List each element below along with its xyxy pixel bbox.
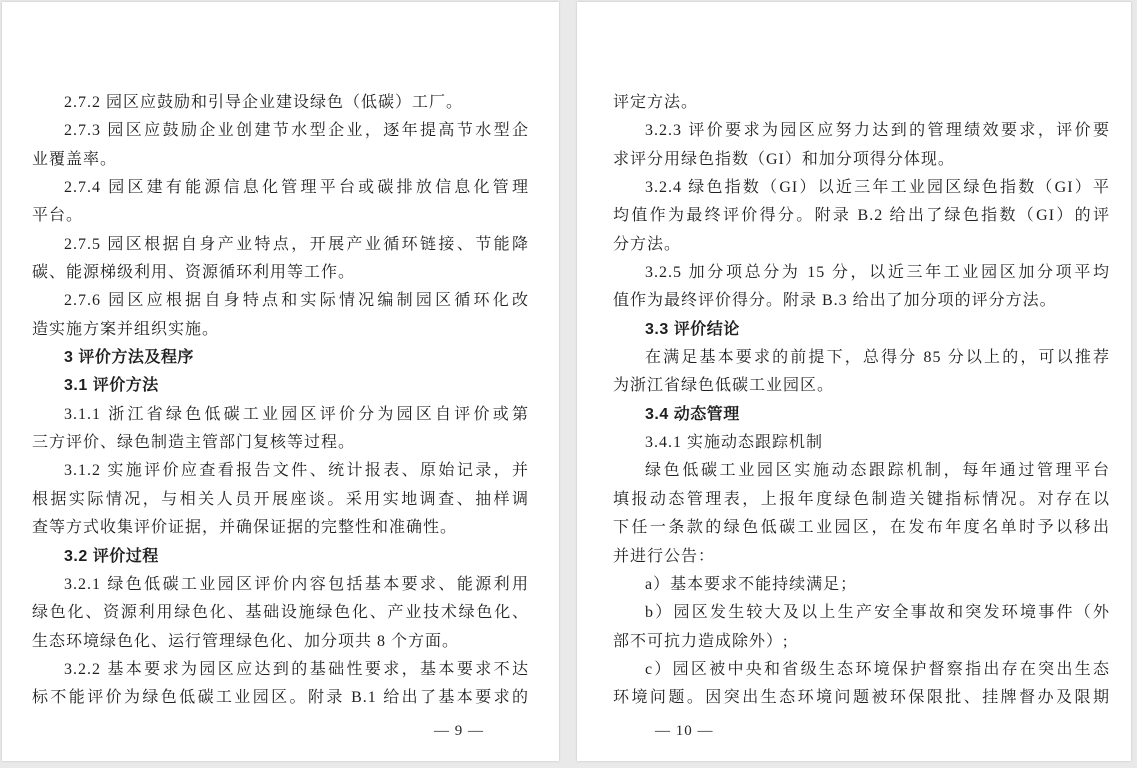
text-line: 分方法。: [613, 235, 682, 253]
text-line: 3.1.1 浙江省绿色低碳工业园区评价分为园区自评价或第: [64, 405, 529, 423]
text-line: 2.7.3 园区应鼓励企业创建节水型企业，逐年提高节水型企: [64, 122, 529, 140]
text-line: 部不可抗力造成除外）;: [613, 632, 789, 650]
page-9-text: [32, 89, 529, 741]
text-line: 平台。: [32, 207, 84, 225]
text-line: 并进行公告：: [613, 547, 716, 565]
text-line: 3.3 评价结论: [645, 320, 740, 338]
text-line: 3.4.1 实施动态跟踪机制: [645, 434, 824, 452]
text-line: 为浙江省绿色低碳工业园区。: [613, 377, 835, 395]
text-line: 绿色化、资源利用绿色化、基础设施绿色化、产业技术绿色化、: [32, 604, 529, 622]
text-line: 3.2.3 评价要求为园区应努力达到的管理绩效要求，评价要: [645, 122, 1110, 140]
text-line: 碳、能源梯级利用、资源循环利用等工作。: [32, 264, 356, 282]
page-number: — 10 —: [655, 722, 714, 739]
text-line: 三方评价、绿色制造主管部门复核等过程。: [32, 434, 356, 452]
text-line: 根据实际情况，与相关人员开展座谈。采用实地调查、抽样调: [32, 490, 529, 508]
text-line: 环境问题。因突出生态环境问题被环保限批、挂牌督办及限期: [613, 689, 1110, 707]
text-line: 值作为最终评价得分。附录 B.3 给出了加分项的评分方法。: [613, 292, 1057, 310]
text-line: 均值作为最终评价得分。附录 B.2 给出了绿色指数（GI）的评: [613, 207, 1110, 225]
text-line: 2.7.6 园区应根据自身特点和实际情况编制园区循环化改: [64, 292, 529, 310]
text-line: 2.7.2 园区应鼓励和引导企业建设绿色（低碳）工厂。: [64, 94, 464, 111]
text-line: 生态环境绿色化、运行管理绿色化、加分项共 8 个方面。: [32, 632, 460, 650]
text-line: 查等方式收集评价证据，并确保证据的完整性和准确性。: [32, 519, 458, 537]
text-line: 求评分用绿色指数（GI）和加分项得分体现。: [613, 150, 955, 168]
text-line: b）园区发生较大及以上生产安全事故和突发环境事件（外: [645, 604, 1110, 622]
text-line: 3.4 动态管理: [645, 405, 740, 423]
text-line: 3.2.4 绿色指数（GI）以近三年工业园区绿色指数（GI）平: [645, 179, 1110, 197]
text-line: 2.7.4 园区建有能源信息化管理平台或碳排放信息化管理: [64, 179, 529, 197]
page-number: — 9 —: [434, 722, 484, 739]
text-line: 3.2 评价过程: [64, 547, 159, 565]
text-line: 填报动态管理表，上报年度绿色制造关键指标情况。对存在以: [613, 490, 1110, 508]
page-9: [2, 2, 559, 761]
text-line: 标不能评价为绿色低碳工业园区。附录 B.1 给出了基本要求的: [32, 689, 529, 707]
text-line: 业覆盖率。: [32, 150, 118, 168]
text-line: 3.2.2 基本要求为园区应达到的基础性要求，基本要求不达: [64, 660, 529, 678]
text-line: 绿色低碳工业园区实施动态跟踪机制，每年通过管理平台: [645, 462, 1110, 480]
text-line: c）园区被中央和省级生态环境保护督察指出存在突出生态: [645, 660, 1110, 678]
page-10: [577, 2, 1131, 761]
text-line: 3.1 评价方法: [64, 377, 159, 395]
text-line: 3.2.1 绿色低碳工业园区评价内容包括基本要求、能源利用: [64, 575, 529, 593]
text-line: 评定方法。: [613, 94, 699, 111]
page-10-text: [613, 89, 1110, 741]
text-line: 下任一条款的绿色低碳工业园区，在发布年度名单时予以移出: [613, 519, 1110, 537]
text-line: 造实施方案并组织实施。: [32, 320, 220, 338]
text-line: 3 评价方法及程序: [64, 349, 194, 367]
text-line: 3.1.2 实施评价应查看报告文件、统计报表、原始记录，并: [64, 462, 529, 480]
text-line: a）基本要求不能持续满足；: [645, 575, 858, 593]
text-line: 3.2.5 加分项总分为 15 分，以近三年工业园区加分项平均: [645, 264, 1110, 282]
text-line: 在满足基本要求的前提下，总得分 85 分以上的，可以推荐: [645, 349, 1110, 367]
text-line: 2.7.5 园区根据自身产业特点，开展产业循环链接、节能降: [64, 235, 529, 253]
